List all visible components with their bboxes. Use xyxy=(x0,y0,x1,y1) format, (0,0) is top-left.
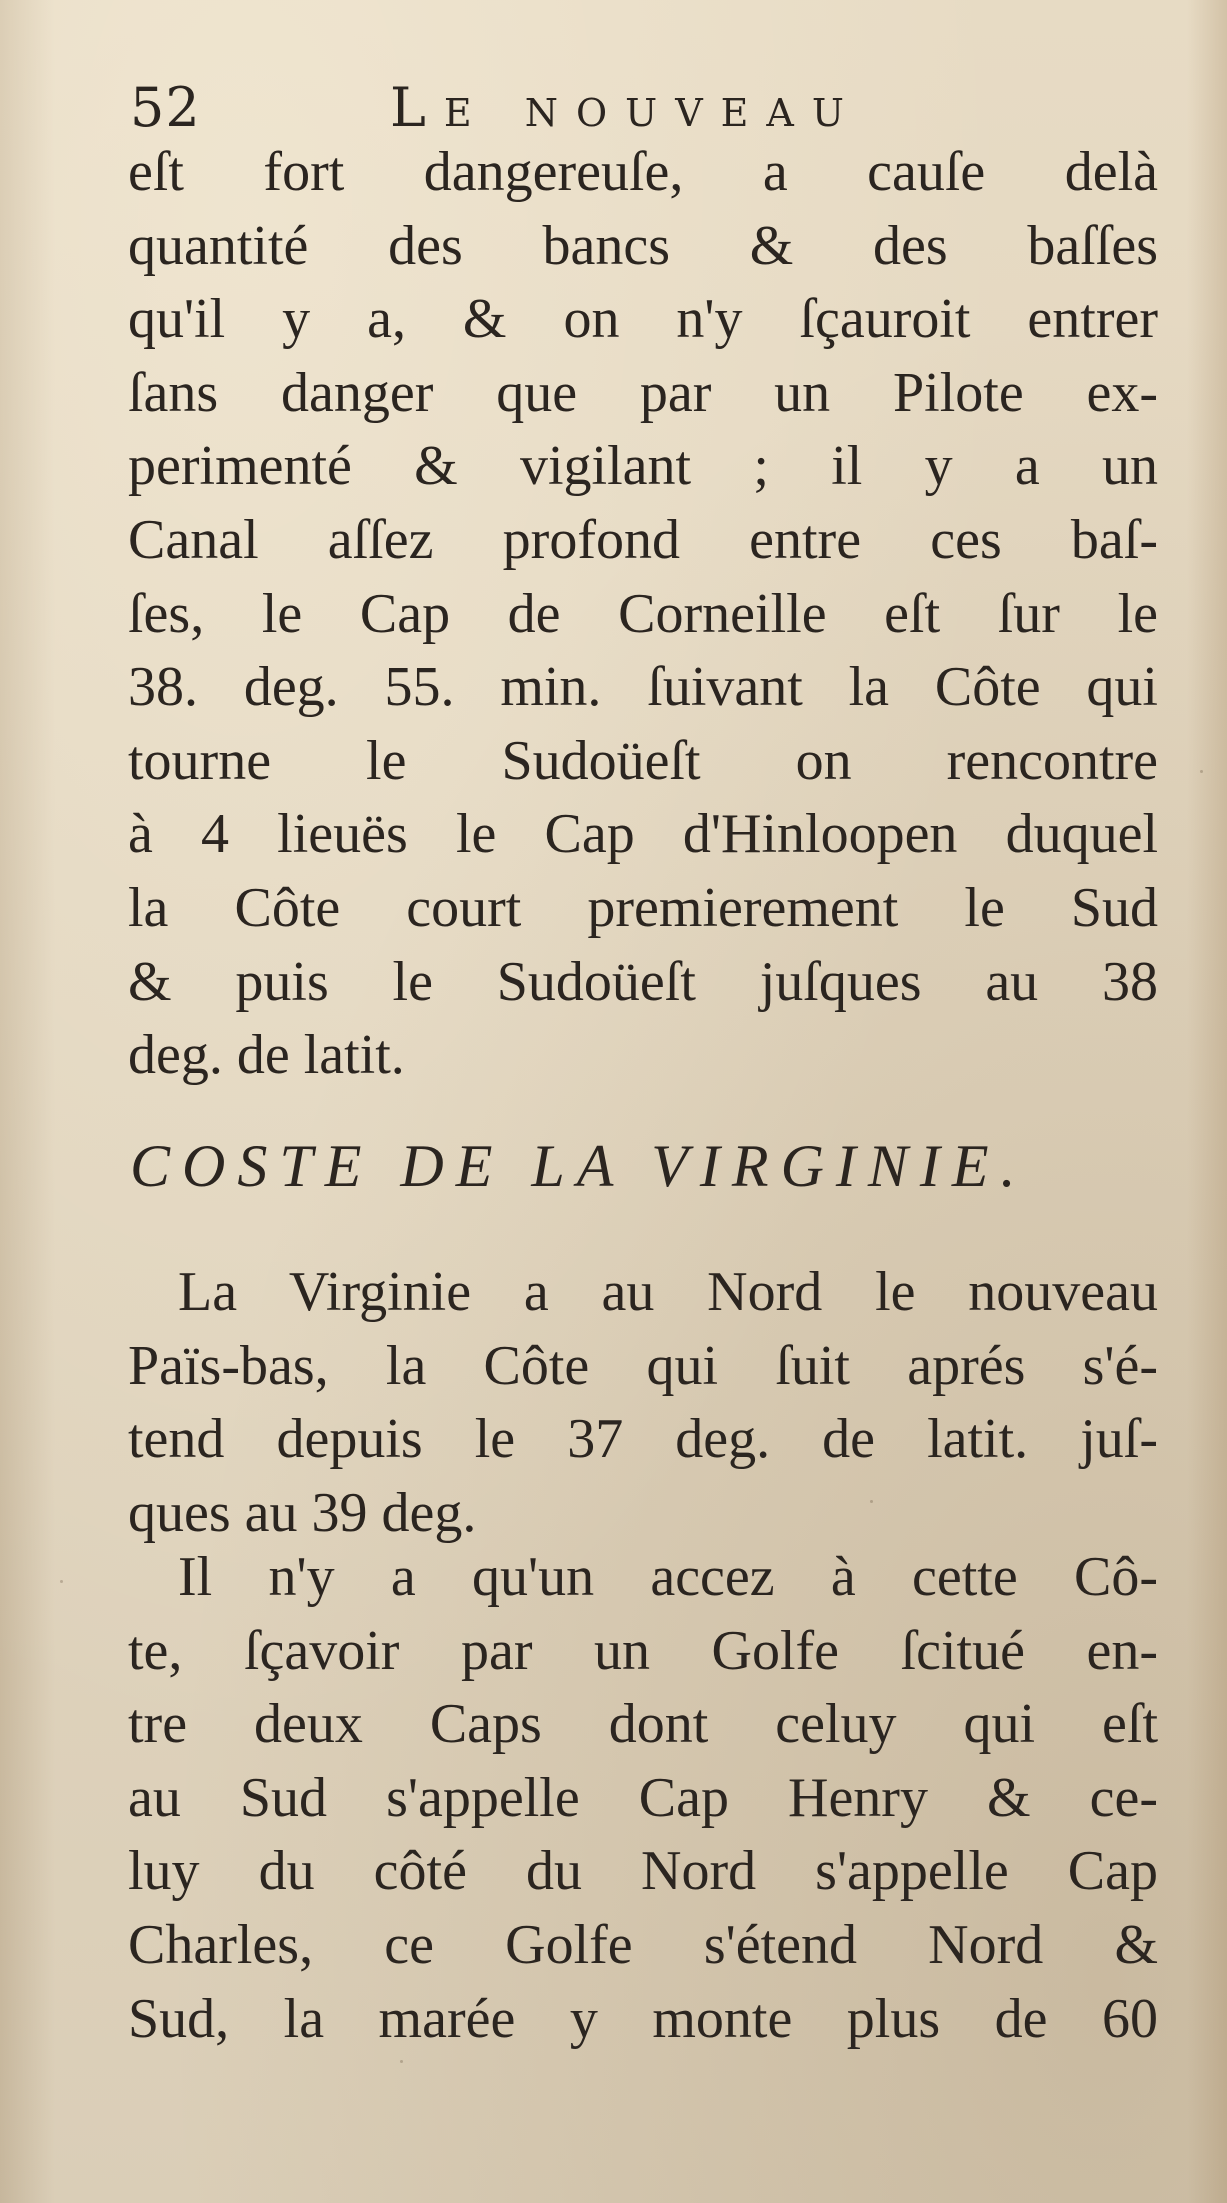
text-line: Païs-bas, la Côte qui ſuit aprés s'é- xyxy=(128,1334,1158,1397)
text-line: La Virginie a au Nord le nouveau xyxy=(178,1261,1158,1323)
text-line: à 4 lieuës le Cap d'Hinloopen duquel xyxy=(128,803,1158,866)
text-line: la Côte court premierement le Sud xyxy=(128,876,1158,939)
text-line: te, ſçavoir par un Golfe ſcitué en- xyxy=(128,1619,1158,1682)
text-line: ſans danger que par un Pilote ex- xyxy=(128,361,1158,424)
text-line: Canal aſſez profond entre ces baſ- xyxy=(128,508,1158,571)
paragraph-3 xyxy=(128,1541,1158,2056)
text-line: quantité des bancs & des baſſes xyxy=(128,214,1158,277)
text-line: Charles, ce Golfe s'étend Nord & xyxy=(128,1913,1158,1976)
paper-speck xyxy=(60,1580,63,1583)
text-line: luy du côté du Nord s'appelle Cap xyxy=(128,1840,1158,1903)
text-line: tre deux Caps dont celuy qui eſt xyxy=(128,1693,1158,1756)
paragraph-1 xyxy=(128,136,1158,1093)
paragraph-2 xyxy=(128,1256,1158,1550)
text-line: & puis le Sudoüeſt juſques au 38 xyxy=(128,950,1158,1013)
text-line: eſt fort dangereuſe, a cauſe delà xyxy=(128,141,1158,203)
running-head: Le nouveau xyxy=(390,76,862,139)
section-heading: COSTE DE LA VIRGINIE. xyxy=(130,1133,1028,1199)
page-number: 52 xyxy=(130,76,201,139)
text-line: au Sud s'appelle Cap Henry & ce- xyxy=(128,1766,1158,1829)
text-line: 38. deg. 55. min. ſuivant la Côte qui xyxy=(128,656,1158,719)
text-line: perimenté & vigilant ; il y a un xyxy=(128,435,1158,498)
text-line: tend depuis le 37 deg. de latit. juſ- xyxy=(128,1408,1158,1471)
text-line: Il n'y a qu'un accez à cette Cô- xyxy=(178,1546,1158,1608)
text-line: ſes, le Cap de Corneille eſt ſur le xyxy=(128,582,1158,645)
text-line: Sud, la marée y monte plus de 60 xyxy=(128,1987,1158,2050)
text-line: deg. de latit. xyxy=(128,1024,405,1087)
paper-speck xyxy=(400,2060,403,2063)
page-edge-shadow xyxy=(1187,0,1227,2203)
text-line: ques au 39 deg. xyxy=(128,1481,477,1544)
paper-speck xyxy=(1200,770,1203,773)
text-line: tourne le Sudoüeſt on rencontre xyxy=(128,729,1158,792)
text-line: qu'il y a, & on n'y ſçauroit entrer xyxy=(128,288,1158,351)
